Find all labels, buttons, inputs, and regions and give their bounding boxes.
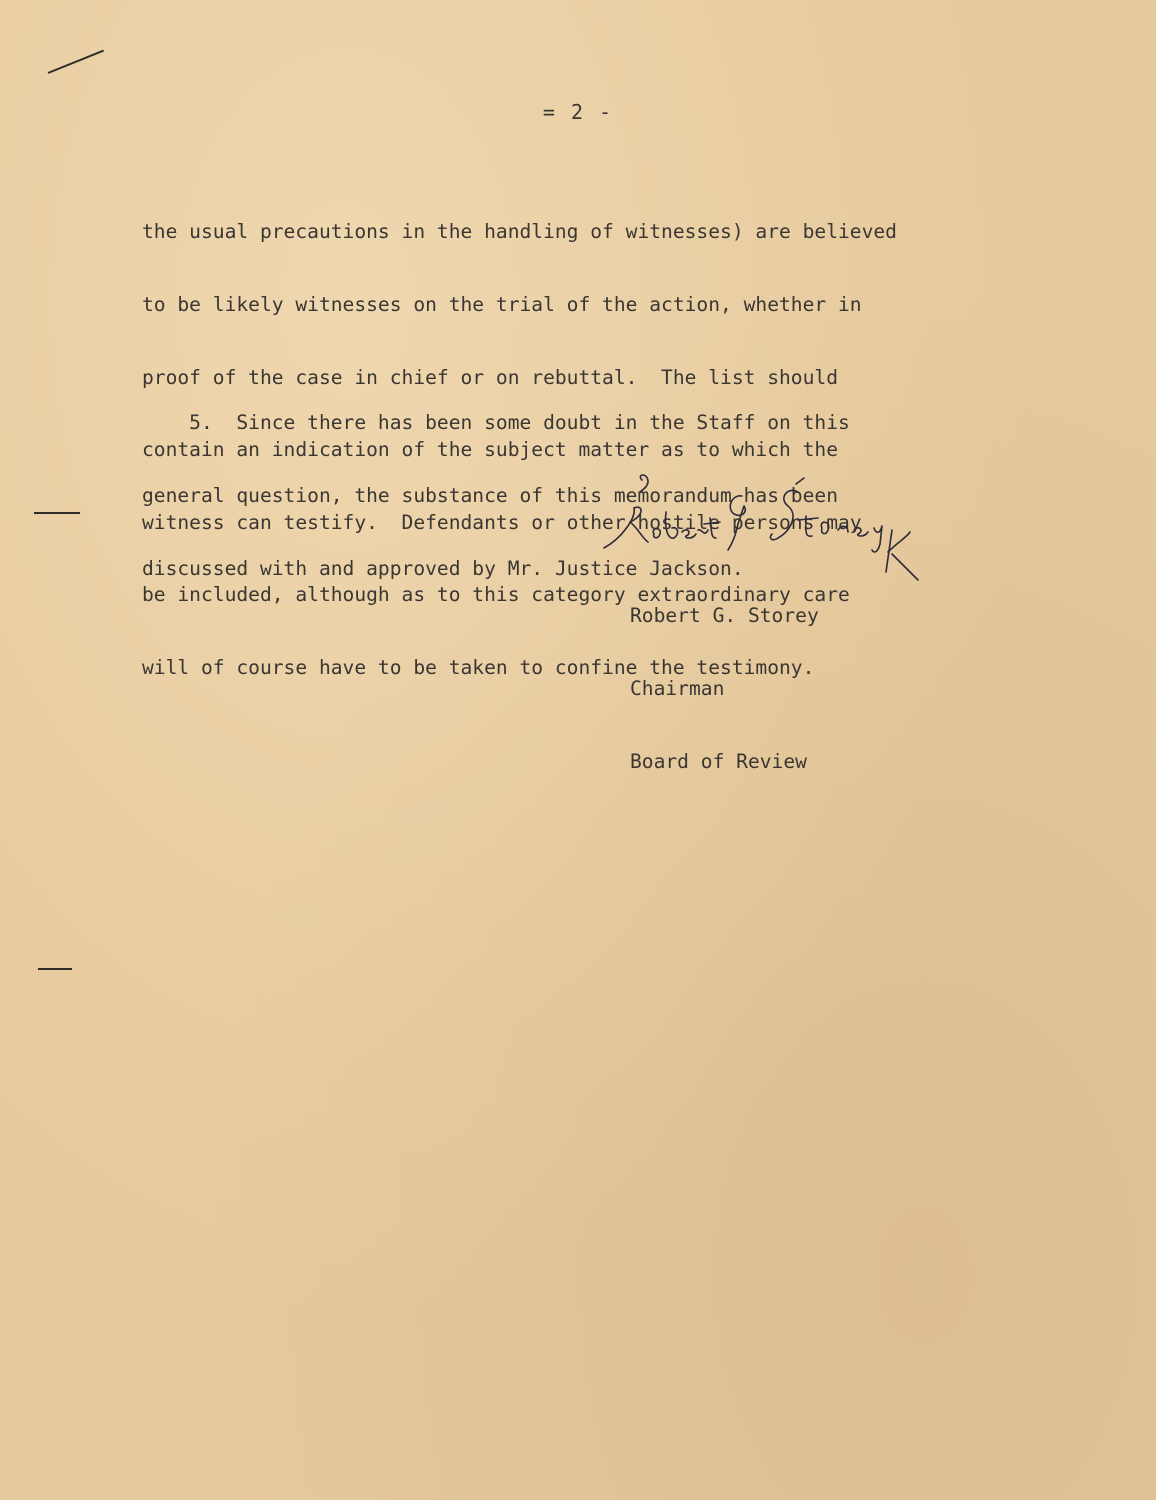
text-line: to be likely witnesses on the trial of the action, whether in (142, 293, 862, 317)
text-line: the usual precautions in the handling of witnesses) are believed (142, 220, 897, 244)
text-line: contain an indication of the subject matter as to which the (142, 438, 838, 462)
text-line: general question, the substance of this memorandum has been (142, 484, 838, 508)
signatory-name: Robert G. Storey (630, 604, 819, 628)
margin-mark-top-left (48, 50, 104, 74)
signatory-board: Board of Review (630, 749, 807, 773)
text-line: be included, although as to this category extraordinary care (142, 583, 850, 607)
margin-mark-left-upper (34, 512, 80, 514)
margin-mark-left-lower (38, 968, 72, 970)
signature-block (630, 556, 819, 822)
text-line: discussed with and approved by Mr. Justice Jackson. (142, 556, 744, 580)
text-line: proof of the case in chief or on rebuttal. The list should (142, 365, 838, 389)
text-line: 5. Since there has been some doubt in the Staff on this (142, 411, 850, 435)
page-number: = 2 - (542, 100, 614, 124)
text-line: witness can testify. Defendants or other hostile persons may (142, 510, 862, 534)
signatory-title: Chairman (630, 677, 725, 701)
text-line: will of course have to be taken to confine the testimony. (142, 656, 815, 680)
